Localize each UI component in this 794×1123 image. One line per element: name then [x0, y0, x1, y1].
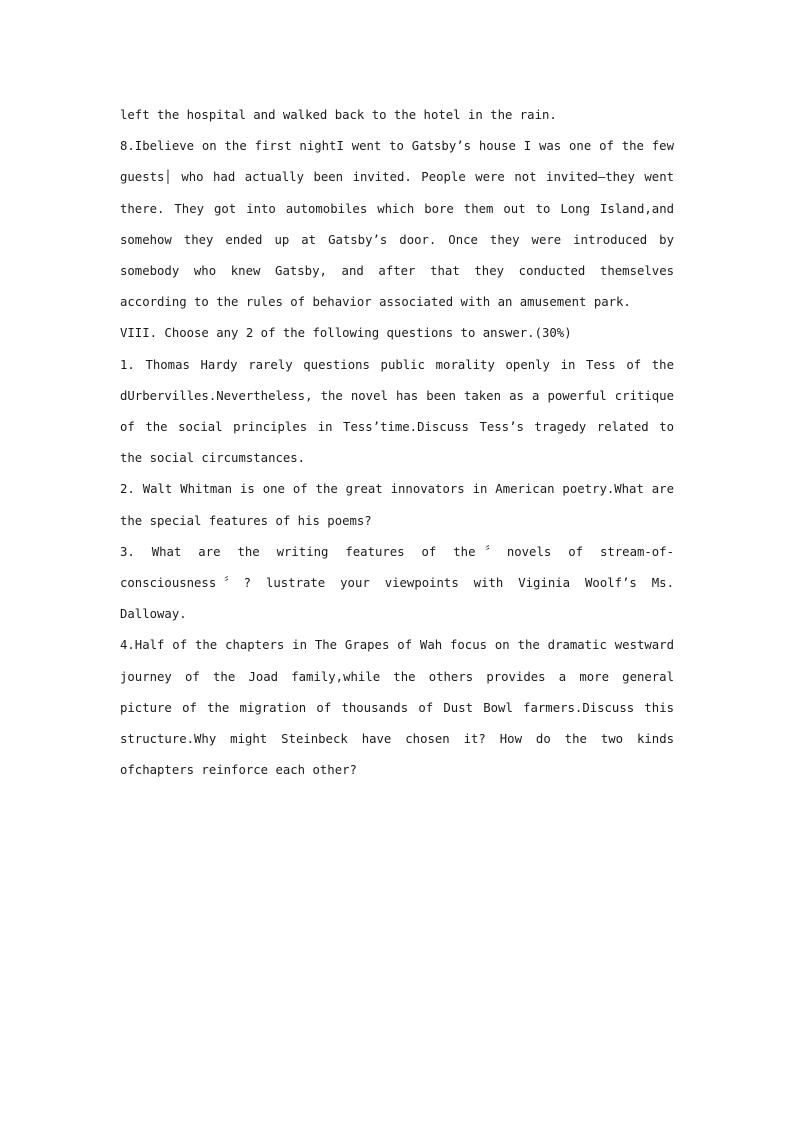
- section-heading: VIII. Choose any 2 of the following questions to answer.(30%): [120, 326, 572, 341]
- continuation-line: left the hospital and walked back to the hotel in the rain.: [120, 108, 557, 122]
- translation-item-8: 8.Ibelieve on the first nightI went to Gatsby’s house I was one of the few guests│ who had actually been invited. People were not invited—they went there. They got into automobiles which bore them out to Long Island,and somehow they ended up at Gatsby’s door. Once they were introduced by somebody who knew Gatsby, and after that they conducted themselves according to the rules of behavior associated with an amusement park.: [120, 139, 674, 310]
- question-4: 4.Half of the chapters in The Grapes of Wah focus on the dramatic westward journey of the Joad family,while the others provides a more general picture of the migration of thousands of Dust Bowl farmers.Discuss this structure.Why might Steinbeck have chosen it? How do the two kinds ofchapters reinforce each other?: [120, 638, 674, 778]
- document-body: [120, 100, 674, 786]
- question-3: 3. What are the writing features of the〞novels of stream-of-consciousness〞? lustrate your viewpoints with Viginia Woolf’s Ms. Dalloway.: [120, 544, 674, 622]
- question-1: 1. Thomas Hardy rarely questions public morality openly in Tess of the dUrbervilles.Nevertheless, the novel has been taken as a powerful critique of the social principles in Tess’time.Discuss Tess’s tragedy related to the social circumstances.: [120, 357, 674, 466]
- question-2: 2. Walt Whitman is one of the great innovators in American poetry.What are the special features of his poems?: [120, 482, 674, 528]
